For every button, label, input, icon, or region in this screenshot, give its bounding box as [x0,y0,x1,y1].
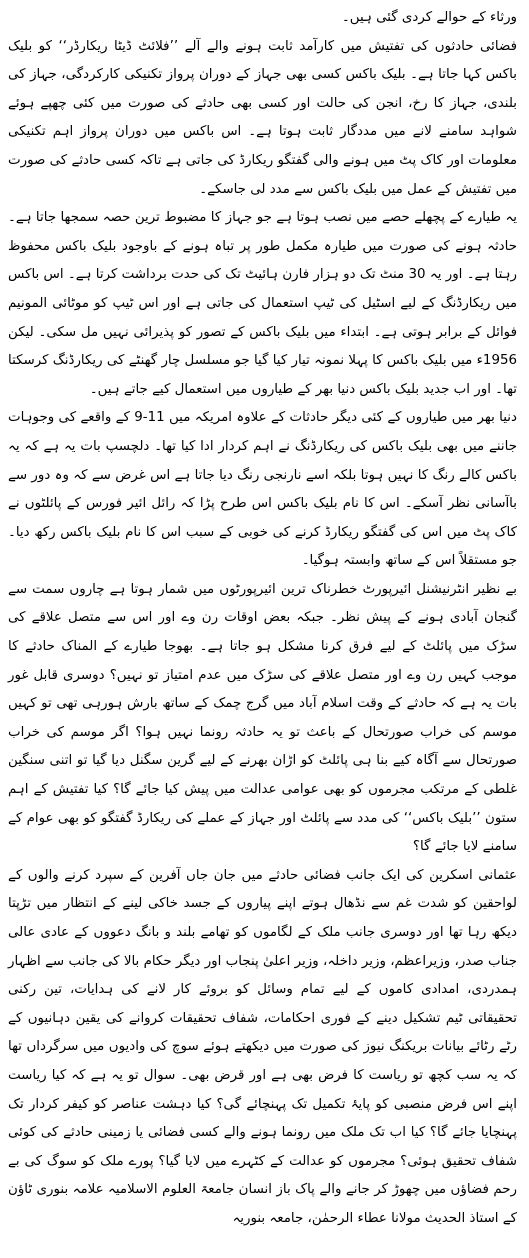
article-paragraph-6: عثمانی اسکرین کی ایک جانب فضائی حادثے میں جان جاں آفرین کے سپرد کرنے والوں کے لواحقین کو شدت غم سے نڈھال ہوتے اپنے پیاروں کے جسد خاکی لینے کے انتظار میں تڑپتا دیکھ رہا تھا اور دوسری جانب ملک کے لگاموں کو تھامے بلند و بانگ دعووں کے عادی عالی جناب صدر، وزیراعظم، وزیر داخلہ، وزیر اعلیٰ پنجاب اور دیگر حکام بالا کی جانب سے اظہار ہمدردی، امدادی کاموں کے لیے تمام وسائل کو بروئے کار لانے کی ہدایات، تین رکنی تحقیقاتی ٹیم تشکیل دینے کے فوری احکامات، شفاف تحقیقات کروانے کی یقین دہانیوں کے رٹے رٹائے بیانات بریکنگ نیوز کی صورت میں دیکھتے ہوئے سوچ کی وادیوں میں سرگرداں تھا کہ یہ سب کچھ تو ریاست کا فرض بھی ہے اور قرض بھی۔ سوال تو یہ ہے کہ کیا ریاست اپنے اس فرض منصبی کو پایۂ تکمیل تک پہنچائے گی؟ کیا دہشت عناصر کو کیفر کردار تک پہنچایا جائے گا؟ کیا اب تک ملک میں رونما ہونے والے کسی فضائی یا زمینی حادثے کی کوئی شفاف تحقیق ہوئی؟ مجرموں کو عدالت کے کٹہرے میں لایا گیا؟ پورے ملک کو سوگ کی بے رحم فضاؤں میں چھوڑ کر جانے والے پاک باز انسان جامعۃ العلوم الاسلامیہ علامہ بنوری ٹاؤن کے استاذ الحدیث مولانا عطاء الرحمٰن، جامعہ بنوریہ [8,867,517,1226]
article-paragraph-1: ورثاء کے حوالے کردی گئی ہیں۔ [341,10,517,25]
article-paragraph-3: یہ طیارے کے پچھلے حصے میں نصب ہوتا ہے جو جہاز کا مضبوط ترین حصہ سمجھا جاتا ہے۔ حادثہ ہونے کی صورت میں طیارہ مکمل طور پر تباہ ہونے کے باوجود بلیک باکس محفوظ رہتا ہے۔ اور یہ 30 منٹ تک دو ہزار فارن ہائیٹ تک کی حدت برداشت کرتا ہے۔ اس باکس میں ریکارڈنگ کے لیے اسٹیل کی ٹیپ استعمال کی جاتی ہے اور اس ٹیپ کو موٹائی المونیم فوائل کے برابر ہوتی ہے۔ ابتداء میں بلیک باکس کے تصور کو پذیرائی نہیں مل سکی۔ لیکن 1956ء میں بلیک باکس کا پہلا نمونہ تیار کیا گیا جو مسلسل چار گھنٹے کی ریکارڈنگ کرسکتا تھا۔ اور اب جدید بلیک باکس دنیا بھر کے طیاروں میں استعمال کیے جاتے ہیں۔ [8,210,517,397]
article-paragraph-4: دنیا بھر میں طیاروں کے کئی دیگر حادثات کے علاوہ امریکہ میں 11-9 کے واقعے کی وجوہات جاننے میں بھی بلیک باکس کی ریکارڈنگ نے اہم کردار ادا کیا تھا۔ دلچسپ بات یہ ہے کہ یہ باکس کالے رنگ کا نہیں ہوتا بلکہ اسے نارنجی رنگ دیا جاتا ہے اس غرض سے کہ وہ دور سے باآسانی نظر آسکے۔ اس کا نام بلیک باکس اس طرح پڑا کہ رائل ائیر فورس کے پائلٹوں نے کاک پٹ میں اس کی گفتگو ریکارڈ کرنے کی خوبی کے سبب اس کا نام بلیک باکس رکھ دیا۔ جو مستقلاً اس کے ساتھ وابستہ ہوگیا۔ [8,410,517,569]
article-paragraph-5: بے نظیر انٹرنیشنل ائیرپورٹ خطرناک ترین ائیرپورٹوں میں شمار ہوتا ہے چاروں سمت سے گنجان آبادی ہونے کے پیش نظر۔ جبکہ بعض اوقات رن وے اور اس سے متصل علاقے کی سڑک میں پائلٹ کے لیے فرق کرنا مشکل ہو جاتا ہے۔ بھوجا طیارے کے المناک حادثے کا موجب کہیں رن وے اور متصل علاقے کی سڑک میں عدم امتیاز تو نہیں؟ دوسری قابل غور بات یہ ہے کہ حادثے کے وقت اسلام آباد میں گرج چمک کے ساتھ بارش ہورہی تھی تو کہیں موسم کی خراب صورتحال کے باعث تو یہ حادثہ رونما نہیں ہوا؟ اگر موسم کی خراب صورتحال سے آگاہ کیے بنا ہی پائلٹ کو اڑان بھرنے کے لیے گرین سگنل دیا گیا تو اتنی سنگین غلطی کے مرتکب مجرموں کو بھی عوامی عدالت میں پیش کیا جائے گا؟ کیا تفتیش کے اہم ستون ’’بلیک باکس‘‘ کی مدد سے پائلٹ اور جہاز کے عملے کی ریکارڈ گفتگو کو بھی عوام کے سامنے لایا جائے گا؟ [8,581,517,855]
article-paragraph-2: فضائی حادثوں کی تفتیش میں کارآمد ثابت ہونے والے آلے ’’فلائٹ ڈیٹا ریکارڈر‘‘ کو بلیک باکس کہا جاتا ہے۔ بلیک باکس کسی بھی جہاز کے دوران پرواز تکنیکی کارکردگی، جہاز کی بلندی، جہاز کا رخ، انجن کی حالت اور کسی بھی حادثے کی صورت میں کئی چھپے ہوئے شواہد سامنے لانے میں مددگار ثابت ہوتا ہے۔ اس باکس میں دوران پرواز اہم تکنیکی معلومات اور کاک پٹ میں ہونے والی گفتگو ریکارڈ کی جاتی ہے تاکہ کسی حادثے کی صورت میں تفتیش کے عمل میں بلیک باکس سے مدد لی جاسکے۔ [8,38,517,197]
